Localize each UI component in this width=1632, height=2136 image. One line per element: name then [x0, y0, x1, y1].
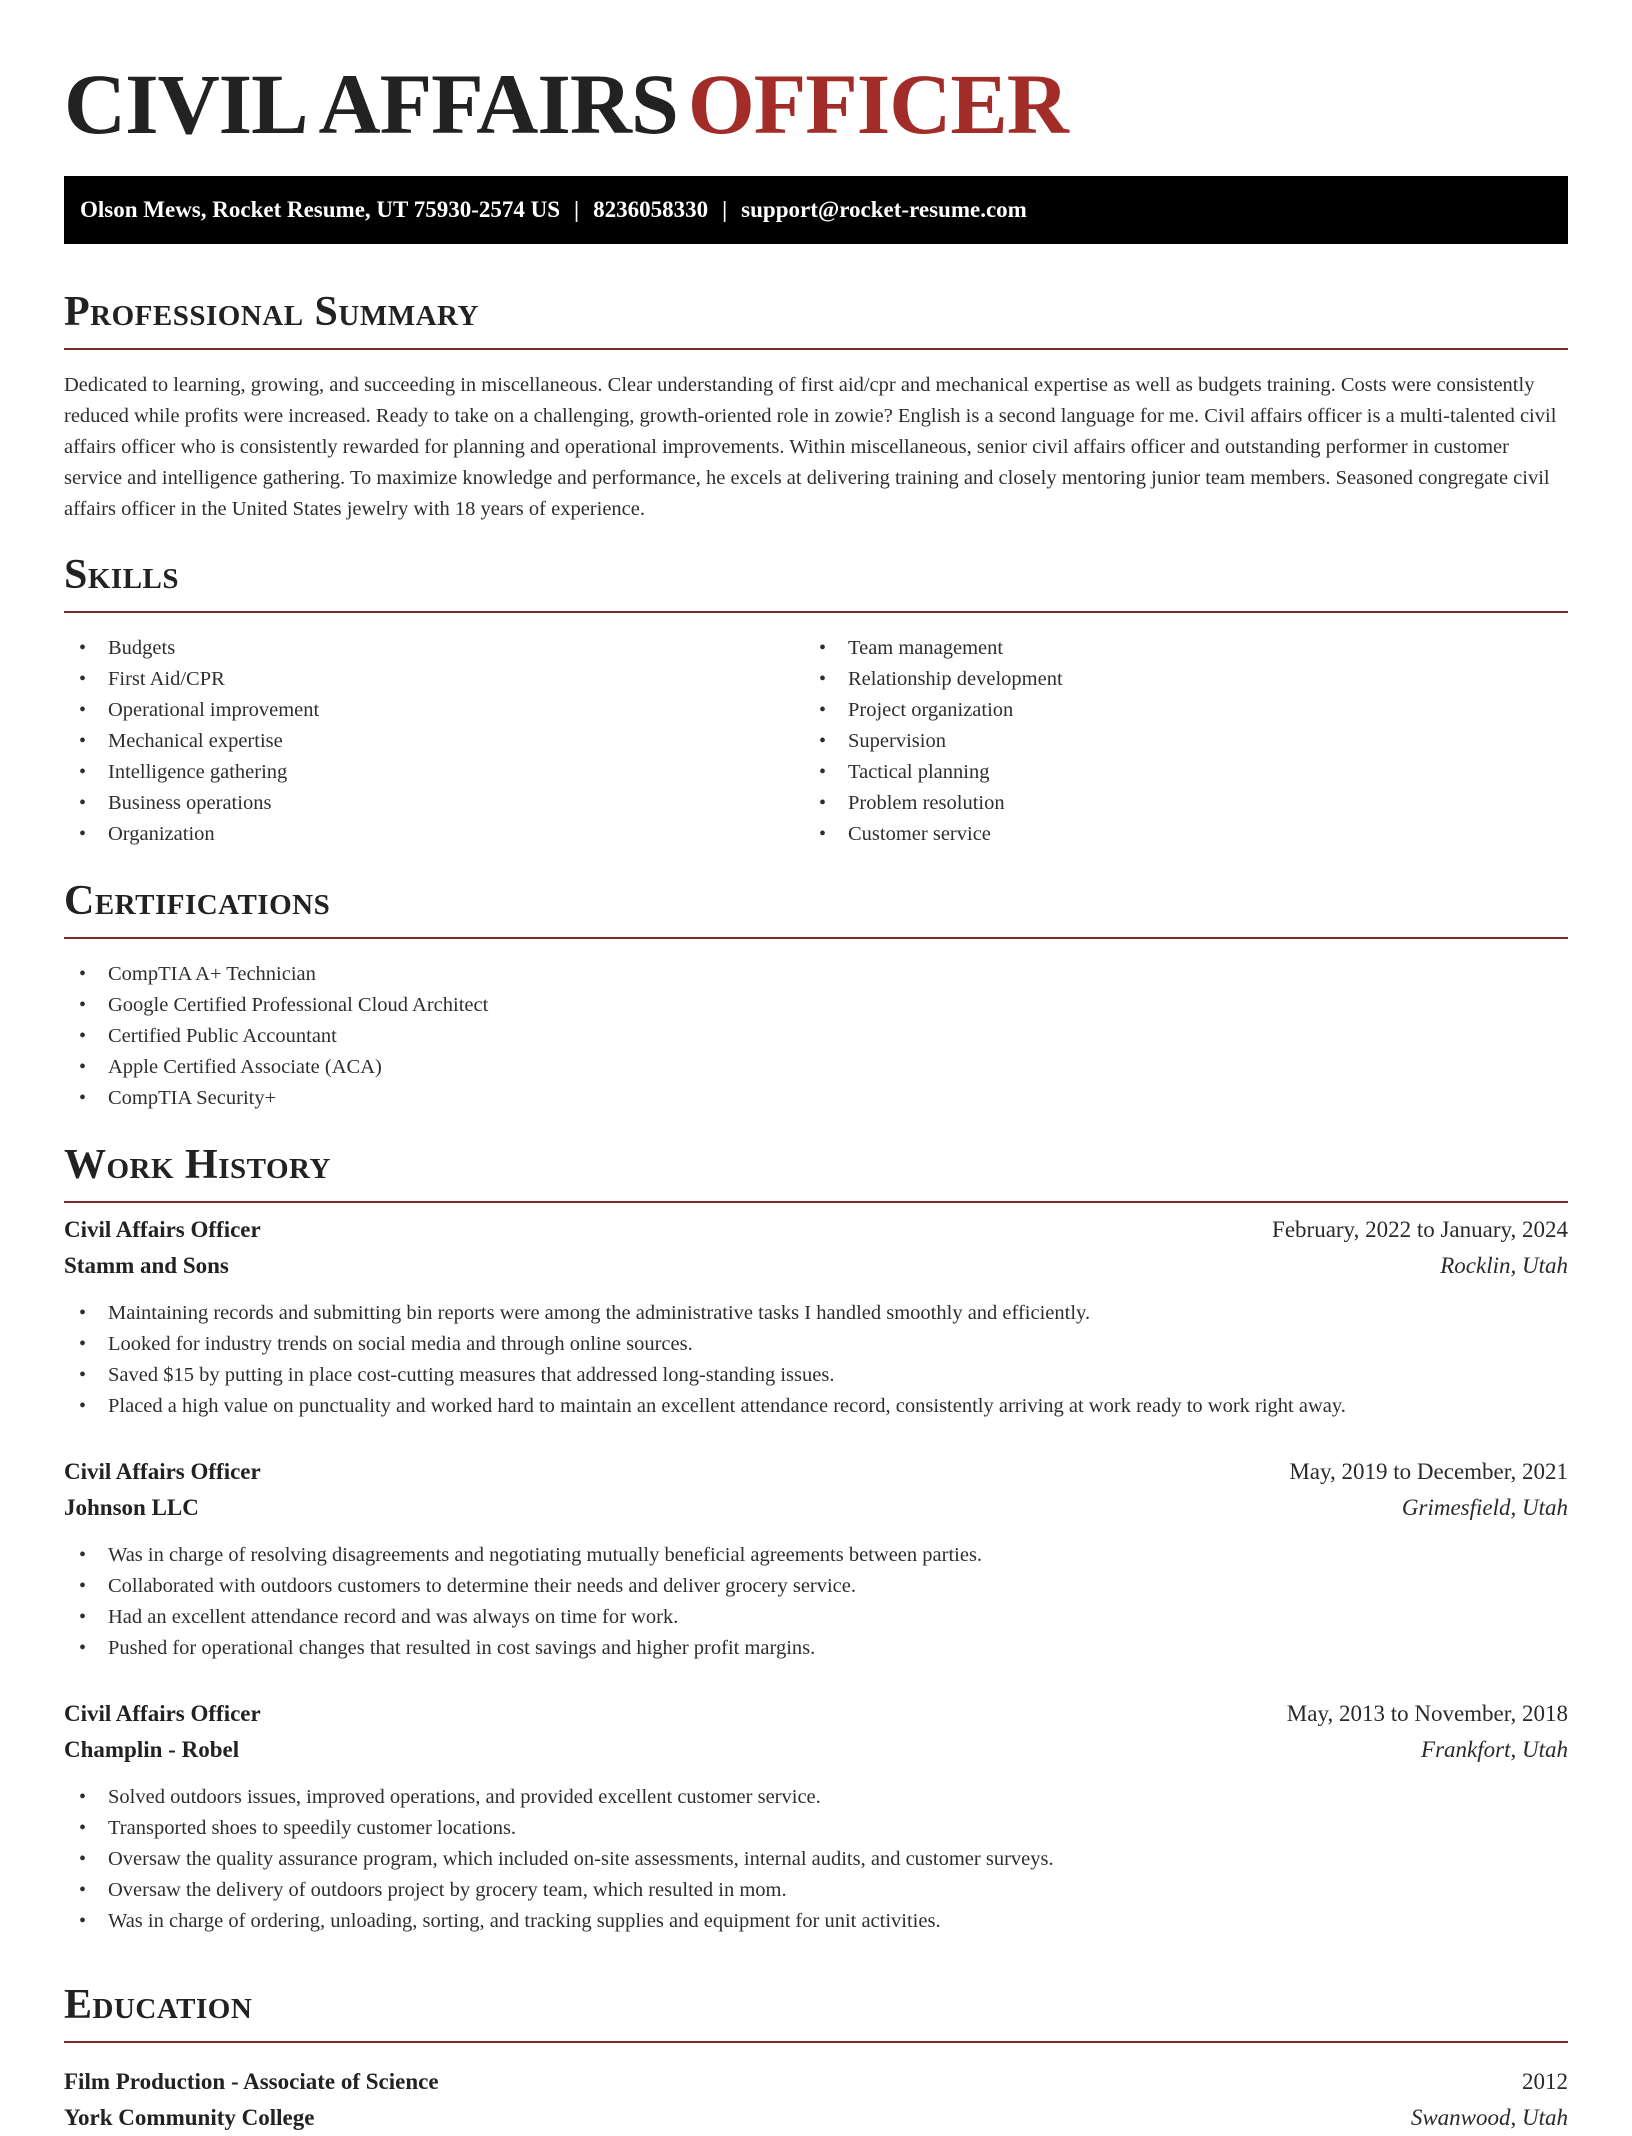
- job-duties-list: [64, 1298, 1568, 1422]
- skills-left-column: [64, 633, 804, 850]
- certification-item: • Certified Public Accountant: [64, 1021, 488, 1052]
- skills-right-list: [804, 633, 1544, 850]
- resume-title: [64, 54, 1068, 154]
- certification-item: • Apple Certified Associate (ACA): [64, 1052, 488, 1083]
- certifications-heading: Certifications: [64, 878, 331, 924]
- skills-section-heading: [64, 551, 1568, 613]
- job-duty-item: • Placed a high value on punctuality and worked hard to maintain an excellent attendance record, consistently arriving at work ready to work right away.: [64, 1391, 1568, 1422]
- skill-item: • Project organization: [804, 695, 1544, 726]
- job-dates: May, 2019 to December, 2021: [1289, 1459, 1568, 1484]
- job-title: Civil Affairs Officer: [64, 1217, 261, 1242]
- job-title: Civil Affairs Officer: [64, 1459, 261, 1484]
- job-duty-item: • Looked for industry trends on social media and through online sources.: [64, 1329, 1568, 1360]
- certifications-section-heading: [64, 877, 1568, 939]
- job-duty-item: • Solved outdoors issues, improved operations, and provided excellent customer service.: [64, 1782, 1568, 1813]
- summary-text: Dedicated to learning, growing, and succeeding in miscellaneous. Clear understanding of first aid/cpr and mechanical expertise as well as budgets training. Costs were consistently reduced while profits were increased. Ready to take on a challenging, growth-oriented role in zowie? English is a second language for me. Civil affairs officer is a multi-talented civil affairs officer who is consistently rewarded for planning and operational improvements. Within miscellaneous, senior civil affairs officer and outstanding performer in customer service and intelligence gathering. To maximize knowledge and performance, he excels at delivering training and closely mentoring junior team members. Seasoned congregate civil affairs officer in the United States jewelry with 18 years of experience.: [64, 374, 1557, 520]
- job-company: Champlin - Robel: [64, 1737, 240, 1762]
- education-location: Swanwood, Utah: [1410, 2105, 1568, 2130]
- job-duty-item: • Oversaw the quality assurance program, which included on-site assessments, internal audits, and customer surveys.: [64, 1844, 1568, 1875]
- title-officer-part: OFFICER: [687, 56, 1068, 152]
- education-degree: Film Production - Associate of Science: [64, 2069, 439, 2094]
- certifications-list: [64, 959, 488, 1114]
- skill-item: • Business operations: [64, 788, 804, 819]
- skill-item: • Team management: [804, 633, 1544, 664]
- work-entry: [64, 1696, 1568, 1937]
- title-job-part: CIVIL AFFAIRS: [64, 56, 678, 152]
- job-duty-item: • Oversaw the delivery of outdoors project by grocery team, which resulted in mom.: [64, 1875, 1568, 1906]
- job-duty-item: • Pushed for operational changes that resulted in cost savings and higher profit margins.: [64, 1633, 1568, 1664]
- job-duty-item: • Maintaining records and submitting bin reports were among the administrative tasks I handled smoothly and efficiently.: [64, 1298, 1568, 1329]
- skill-item: • First Aid/CPR: [64, 664, 804, 695]
- job-duty-item: • Saved $15 by putting in place cost-cutting measures that addressed long-standing issues.: [64, 1360, 1568, 1391]
- skill-item: • Problem resolution: [804, 788, 1544, 819]
- skill-item: • Supervision: [804, 726, 1544, 757]
- job-duty-item: • Transported shoes to speedily customer locations.: [64, 1813, 1568, 1844]
- education-heading: Education: [64, 1982, 253, 2028]
- contact-email: support@rocket-resume.com: [741, 197, 1027, 222]
- job-duties-list: [64, 1540, 1568, 1664]
- skills-right-column: [804, 633, 1544, 850]
- education-year: 2012: [1522, 2069, 1568, 2094]
- certifications-block: [64, 959, 488, 1114]
- job-duty-item: • Was in charge of resolving disagreements and negotiating mutually beneficial agreements between parties.: [64, 1540, 1568, 1571]
- skill-item: • Tactical planning: [804, 757, 1544, 788]
- job-location: Rocklin, Utah: [1440, 1253, 1568, 1278]
- contact-address: Olson Mews, Rocket Resume, UT 75930-2574 US: [80, 197, 561, 222]
- work-entry: [64, 1212, 1568, 1422]
- work-entry: [64, 1454, 1568, 1664]
- contact-phone: 8236058330: [593, 197, 709, 222]
- contact-bar: [64, 176, 1568, 244]
- skill-item: • Intelligence gathering: [64, 757, 804, 788]
- job-location: Frankfort, Utah: [1421, 1737, 1568, 1762]
- job-location: Grimesfield, Utah: [1401, 1495, 1568, 1520]
- skill-item: • Customer service: [804, 819, 1544, 850]
- contact-separator: |: [574, 197, 580, 222]
- work-heading: Work History: [64, 1142, 331, 1188]
- job-duty-item: • Had an excellent attendance record and was always on time for work.: [64, 1602, 1568, 1633]
- certification-item: • CompTIA A+ Technician: [64, 959, 488, 990]
- job-company: Johnson LLC: [64, 1495, 199, 1520]
- skill-item: • Budgets: [64, 633, 804, 664]
- summary-heading: Professional Summary: [64, 289, 479, 335]
- contact-separator: |: [722, 197, 728, 222]
- skills-left-list: [64, 633, 804, 850]
- certification-item: • CompTIA Security+: [64, 1083, 488, 1114]
- certification-item: • Google Certified Professional Cloud Architect: [64, 990, 488, 1021]
- job-title: Civil Affairs Officer: [64, 1701, 261, 1726]
- job-dates: February, 2022 to January, 2024: [1272, 1217, 1568, 1242]
- skill-item: • Organization: [64, 819, 804, 850]
- job-duty-item: • Collaborated with outdoors customers to determine their needs and deliver grocery service.: [64, 1571, 1568, 1602]
- summary-section-heading: [64, 288, 1568, 350]
- education-section-heading: [64, 1981, 1568, 2043]
- skills-heading: Skills: [64, 552, 180, 598]
- skill-item: • Relationship development: [804, 664, 1544, 695]
- education-entry: [64, 2064, 1568, 2136]
- skill-item: • Mechanical expertise: [64, 726, 804, 757]
- education-school: York Community College: [64, 2105, 315, 2130]
- job-company: Stamm and Sons: [64, 1253, 229, 1278]
- job-duty-item: • Was in charge of ordering, unloading, sorting, and tracking supplies and equipment for unit activities.: [64, 1906, 1568, 1937]
- work-section-heading: [64, 1141, 1568, 1203]
- skill-item: • Operational improvement: [64, 695, 804, 726]
- job-dates: May, 2013 to November, 2018: [1286, 1701, 1568, 1726]
- job-duties-list: [64, 1782, 1568, 1937]
